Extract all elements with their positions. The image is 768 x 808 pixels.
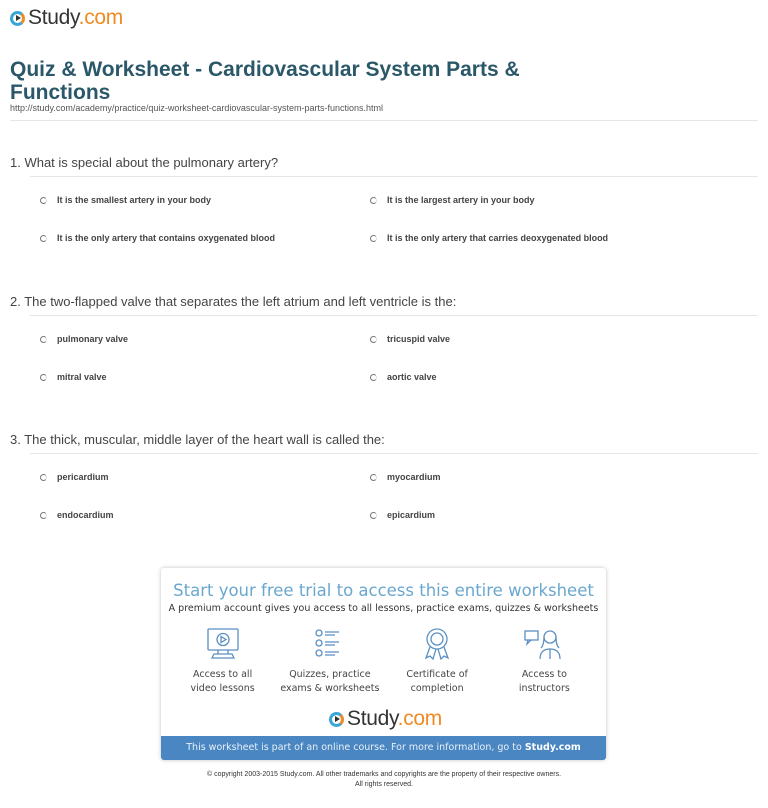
logo-tld: .com — [78, 6, 123, 29]
instructor-icon — [524, 628, 564, 660]
answer-option[interactable] — [40, 372, 107, 382]
option-label: endocardium — [57, 510, 114, 520]
promo-heading: Start your free trial to access this entire worksheet — [173, 581, 594, 600]
radio-button[interactable] — [370, 512, 377, 519]
study-logo-promo[interactable] — [329, 707, 442, 731]
logo-name: Study — [28, 6, 79, 29]
feature-label: exams & worksheets — [280, 683, 380, 694]
feature-label: Access to — [521, 669, 567, 680]
radio-button[interactable] — [370, 374, 377, 381]
radio-button[interactable] — [370, 235, 377, 242]
divider — [30, 176, 758, 177]
certificate-icon — [420, 628, 454, 660]
quiz-list-icon — [313, 628, 347, 660]
answer-option[interactable] — [370, 334, 450, 344]
banner-text: This worksheet is part of an online course. For more information, go to — [186, 742, 525, 753]
answer-option[interactable] — [40, 233, 275, 243]
option-label: It is the smallest artery in your body — [57, 195, 212, 205]
option-label: pulmonary valve — [57, 334, 129, 344]
option-label: mitral valve — [57, 372, 107, 382]
feature-certificate — [387, 628, 487, 696]
logo-name: Study — [347, 707, 398, 730]
option-label: It is the only artery that carries deoxygenated blood — [387, 233, 609, 243]
feature-label: Certificate of — [406, 669, 468, 680]
radio-button[interactable] — [40, 374, 47, 381]
answer-option[interactable] — [370, 472, 441, 482]
feature-label: Quizzes, practice — [289, 669, 371, 680]
rights-text: All rights reserved. — [355, 781, 413, 788]
radio-button[interactable] — [370, 474, 377, 481]
copyright-text: © copyright 2003-2015 Study.com. All other trademarks and copyrights are the property of their respective owners. — [206, 771, 562, 778]
answer-option[interactable] — [370, 233, 608, 243]
page-title: Quiz & Worksheet - Cardiovascular System Parts & Functions — [10, 58, 520, 104]
feature-label: video lessons — [190, 683, 255, 694]
page-url: http://study.com/academy/practice/quiz-worksheet-cardiovascular-system-parts-functions.html — [10, 103, 383, 113]
option-label: tricuspid valve — [387, 334, 451, 344]
option-label: aortic valve — [387, 372, 437, 382]
answer-option[interactable] — [40, 472, 109, 482]
radio-button[interactable] — [40, 235, 47, 242]
option-label: It is the only artery that contains oxygenated blood — [57, 233, 276, 243]
answer-option[interactable] — [370, 510, 435, 520]
option-label: myocardium — [387, 472, 441, 482]
video-lesson-icon — [206, 628, 240, 660]
feature-quizzes — [280, 628, 380, 696]
radio-button[interactable] — [370, 336, 377, 343]
radio-button[interactable] — [40, 474, 47, 481]
divider — [30, 315, 758, 316]
course-banner — [161, 736, 606, 760]
question-text: 3. The thick, muscular, middle layer of the heart wall is called the: — [10, 432, 385, 447]
option-label: pericardium — [57, 472, 109, 482]
banner-link[interactable]: Study.com — [524, 742, 581, 753]
play-logo-icon — [329, 712, 344, 727]
promo-box — [161, 568, 606, 760]
radio-button[interactable] — [40, 336, 47, 343]
answer-option[interactable] — [370, 195, 535, 205]
play-logo-icon — [10, 11, 25, 26]
radio-button[interactable] — [370, 197, 377, 204]
feature-instructors — [494, 628, 594, 696]
footer — [0, 770, 768, 790]
radio-button[interactable] — [40, 512, 47, 519]
divider — [10, 120, 758, 121]
answer-option[interactable] — [40, 195, 211, 205]
answer-option[interactable] — [40, 334, 128, 344]
radio-button[interactable] — [40, 197, 47, 204]
study-logo[interactable] — [10, 6, 123, 30]
answer-option[interactable] — [370, 372, 437, 382]
answer-option[interactable] — [40, 510, 114, 520]
divider — [30, 453, 758, 454]
feature-video-lessons — [173, 628, 273, 696]
feature-label: Access to all — [193, 669, 253, 680]
logo-tld: .com — [397, 707, 442, 730]
feature-label: instructors — [518, 683, 570, 694]
question-text: 1. What is special about the pulmonary artery? — [10, 155, 279, 170]
option-label: It is the largest artery in your body — [387, 195, 535, 205]
option-label: epicardium — [387, 510, 436, 520]
question-text: 2. The two-flapped valve that separates the left atrium and left ventricle is the: — [10, 294, 457, 309]
feature-label: completion — [410, 683, 464, 694]
promo-subheading: A premium account gives you access to all lessons, practice exams, quizzes & worksheets — [168, 603, 599, 614]
